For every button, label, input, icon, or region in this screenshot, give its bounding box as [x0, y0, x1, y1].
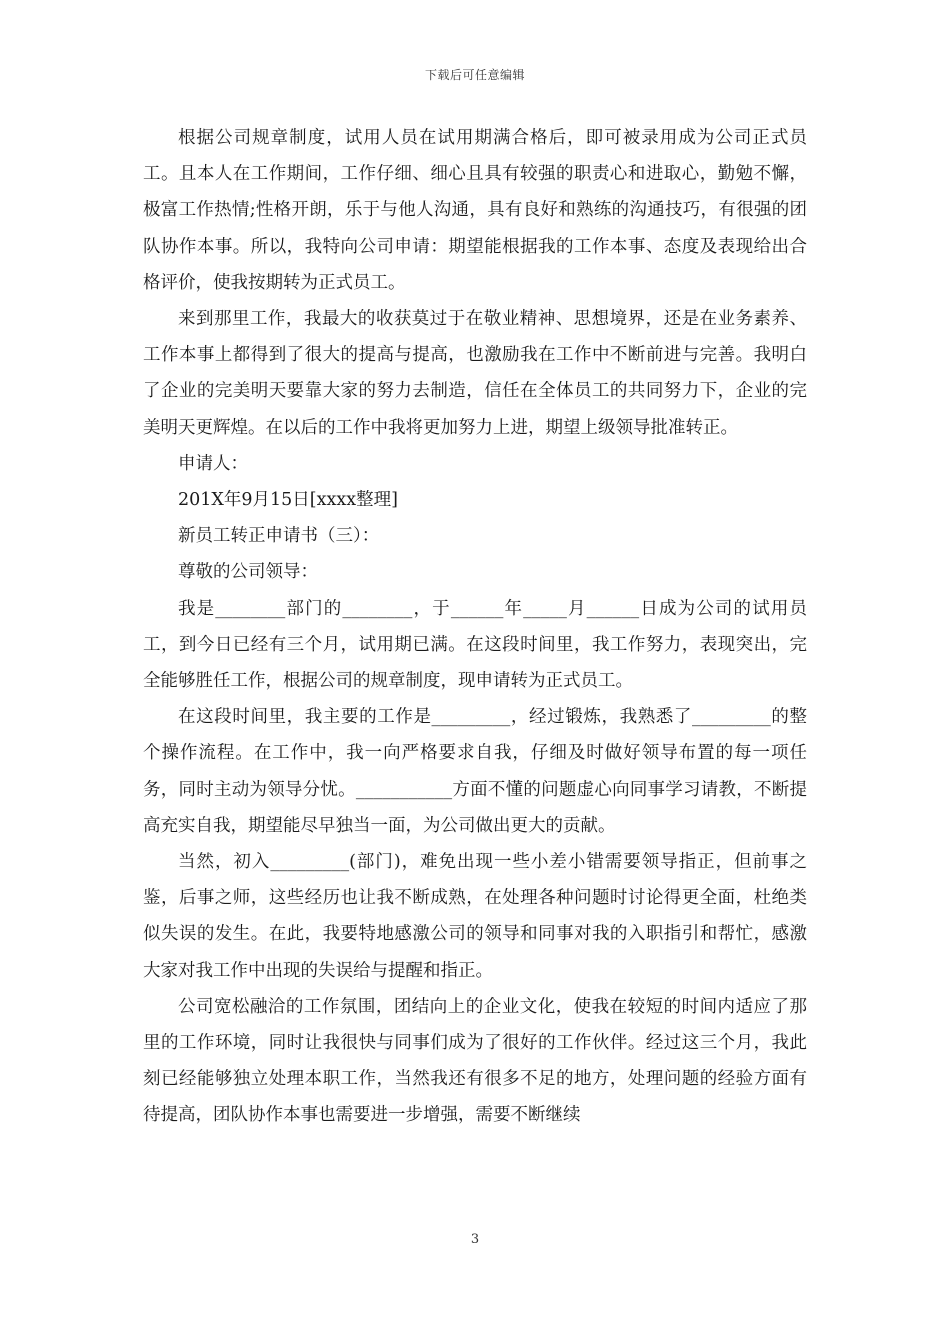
paragraph-probation-summary: 根据公司规章制度，试用人员在试用期满合格后，即可被录用成为公司正式员工。且本人在工作期间，工作仔细、细心且具有较强的职责心和进取心，勤勉不懈，极富工作热情;性格开朗，乐于与他人沟通，具有良好和熟练的沟通技巧，有很强的团队协作本事。所以，我特向公司申请：期望能根据我的工作本事、态度及表现给出合格评价，使我按期转为正式员工。	[143, 128, 807, 293]
paragraph-introduction: 我是________部门的________，于______年_____月______日成为公司的试用员工，到今日已经有三个月，试用期已满。在这段时间里，我工作努力，表现突出，完全能够胜任工作，根据公司的规章制度，现申请转为正式员工。	[143, 598, 807, 692]
page-number: 3	[470, 1232, 480, 1247]
paragraph-atmosphere: 公司宽松融洽的工作氛围，团结向上的企业文化，使我在较短的时间内适应了那里的工作环境，同时让我很快与同事们成为了很好的工作伙伴。经过这三个月，我此刻已经能够独立处理本职工作，当然我还有很多不足的地方，处理问题的经验方面有待提高，团队协作本事也需要进一步增强，需要不断继续	[143, 996, 807, 1126]
salutation: 尊敬的公司领导：	[178, 562, 318, 583]
applicant-line: 申请人：	[178, 453, 248, 474]
paragraph-mistakes: 当然，初入_________(部门)，难免出现一些小差小错需要领导指正，但前事之鉴，后事之师，这些经历也让我不断成熟，在处理各种问题时讨论得更全面，杜绝类似失误的发生。在此，我要特地感激公司的领导和同事对我的入职指引和帮忙，感激大家对我工作中出现的失误给与提醒和指正。	[143, 852, 807, 981]
page-header-note: 下载后可任意编辑	[424, 68, 525, 82]
date-line: 201X年9月15日[xxxx整理]	[178, 490, 398, 511]
document-body	[143, 120, 807, 1134]
paragraph-gains: 来到那里工作，我最大的收获莫过于在敬业精神、思想境界，还是在业务素养、工作本事上都得到了很大的提高与提高，也激励我在工作中不断前进与完善。我明白了企业的完美明天要靠大家的努力去制造，信任在全体员工的共同努力下，企业的完美明天更辉煌。在以后的工作中我将更加努力上进，期望上级领导批准转正。	[143, 309, 807, 438]
paragraph-main-work: 在这段时间里，我主要的工作是_________，经过锻炼，我熟悉了_________的整个操作流程。在工作中，我一向严格要求自我，仔细及时做好领导布置的每一项任务，同时主动为领导分忧。___________方面不懂的问题虚心向同事学习请教，不断提高充实自我，期望能尽早独当一面，为公司做出更大的贡献。	[143, 707, 807, 836]
section-title: 新员工转正申请书（三）：	[178, 526, 380, 547]
